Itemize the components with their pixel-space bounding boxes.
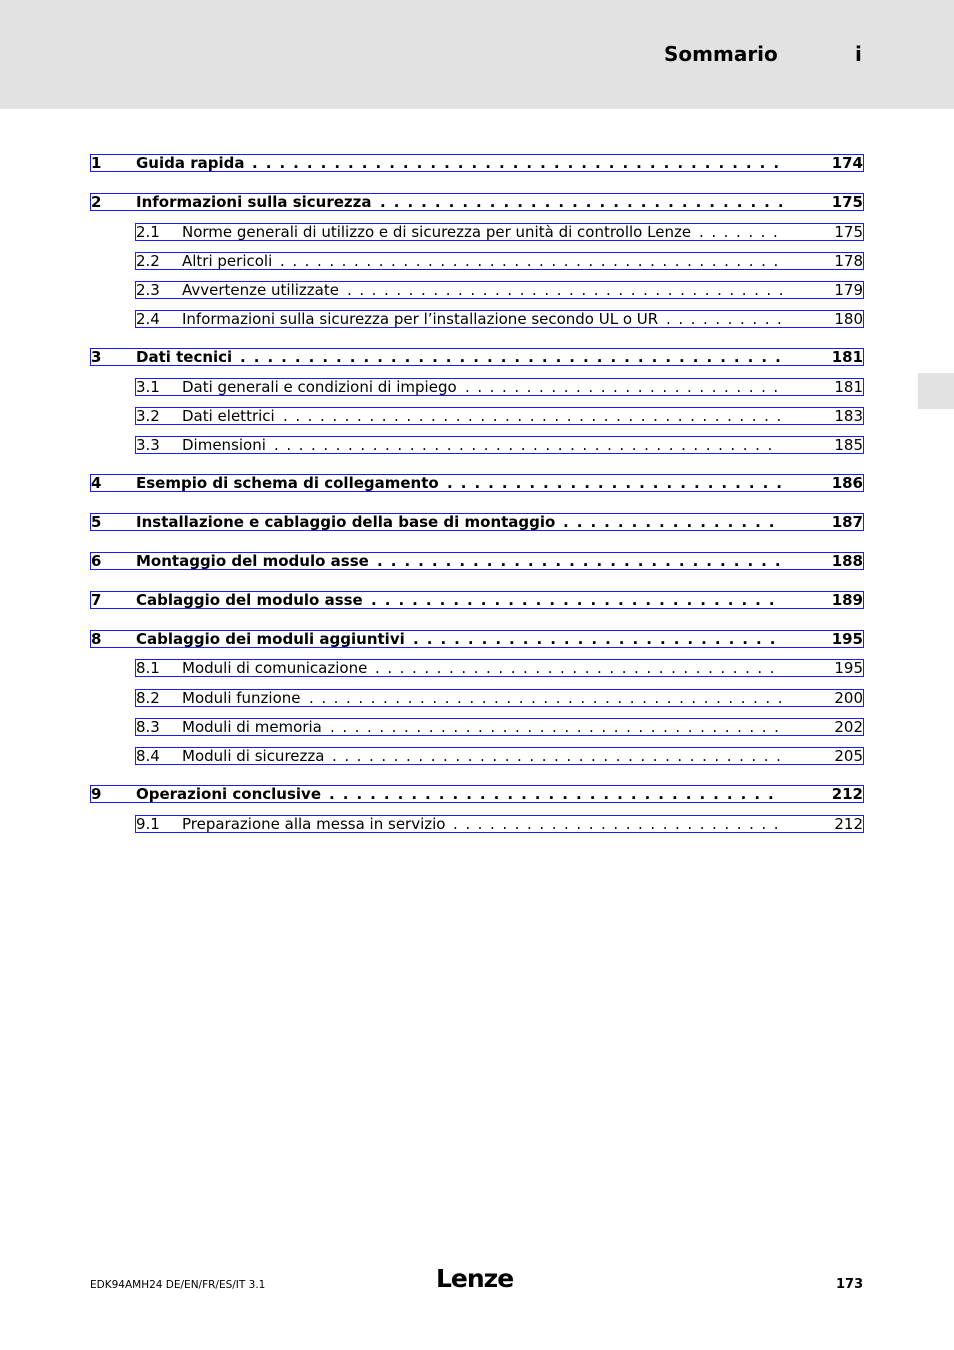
toc-entry[interactable] <box>135 310 864 328</box>
toc-entry-number: 8.3 <box>136 718 160 736</box>
toc-leader-dots: . . . . . . . . . . . . . . . . . . . . . . . . . . . . . . . . . . . . . . . . <box>240 348 783 366</box>
toc-entry[interactable] <box>90 474 864 492</box>
page-number: 173 <box>836 1277 864 1292</box>
toc-entry-page: 212 <box>831 785 863 803</box>
toc-entry-number: 8 <box>91 630 102 648</box>
toc-entry-page: 181 <box>831 348 863 366</box>
toc-entry[interactable] <box>90 513 864 531</box>
toc-entry-title: Moduli di comunicazione <box>182 659 368 677</box>
toc-leader-dots: . . . . . . . . . . . . . . . . . . . . . . . . . . . <box>453 815 780 833</box>
toc-entry-number: 2.2 <box>136 252 160 270</box>
toc-entry[interactable] <box>135 281 864 299</box>
toc-leader-dots: . . . . . . . . . . . . . . . . . . . . . . . . . . . . . . <box>377 552 782 570</box>
toc-entry-number: 3 <box>91 348 102 366</box>
toc-entry-page: 181 <box>834 378 863 396</box>
toc-entry-number: 8.2 <box>136 689 160 707</box>
toc-leader-dots: . . . . . . . . . . . . . . . . . . . . . . . . . . . . . . . . . . . . . <box>330 718 781 736</box>
toc-entry[interactable] <box>90 348 864 366</box>
header-band <box>0 0 954 109</box>
toc-entry-title: Dati generali e condizioni di impiego <box>182 378 457 396</box>
toc-leader-dots: . . . . . . . . . . . . . . . . . . . . . . . . . . . . . . <box>380 193 785 211</box>
toc-entry-number: 3.1 <box>136 378 160 396</box>
toc-entry[interactable] <box>90 630 864 648</box>
toc-entry-title: Informazioni sulla sicurezza per l’installazione secondo UL o UR <box>182 310 659 328</box>
toc-entry-title: Dimensioni <box>182 436 266 454</box>
toc-entry-page: 185 <box>834 436 863 454</box>
toc-leader-dots: . . . . . . . . . . . . . . . . . . . . . . . . . . . <box>413 630 777 648</box>
toc-entry-title: Preparazione alla messa in servizio <box>182 815 446 833</box>
toc-entry-page: 200 <box>834 689 863 707</box>
toc-entry[interactable] <box>135 718 864 736</box>
toc-entry-page: 195 <box>831 630 863 648</box>
toc-entry-number: 2.3 <box>136 281 160 299</box>
toc-entry-page: 179 <box>834 281 863 299</box>
info-icon: i <box>855 42 862 66</box>
toc-leader-dots: . . . . . . . . . . . . . . . . . . . . . . . . . . . . . . . . . . . . <box>347 281 785 299</box>
toc-entry[interactable] <box>135 223 864 241</box>
toc-entry[interactable] <box>90 193 864 211</box>
toc-leader-dots: . . . . . . . . . . . . . . . . . . . . . . . . . . . . . . . . . . . . . . . . . <box>280 252 780 270</box>
toc-entry-title: Moduli di sicurezza <box>182 747 325 765</box>
toc-entry-number: 3.3 <box>136 436 160 454</box>
toc-entry-title: Operazioni conclusive <box>136 785 322 803</box>
lenze-logo: Lenze <box>436 1264 514 1293</box>
toc-entry-title: Moduli funzione <box>182 689 301 707</box>
toc-entry-page: 183 <box>834 407 863 425</box>
document-code: EDK94AMH24 DE/EN/FR/ES/IT 3.1 <box>90 1279 266 1291</box>
toc-entry-title: Montaggio del modulo asse <box>136 552 369 570</box>
toc-entry-number: 4 <box>91 474 102 492</box>
toc-leader-dots: . . . . . . . . . . . . . . . . . . . . . . . . . . . . . . . . . . . . . . . <box>252 154 781 172</box>
toc-leader-dots: . . . . . . . . . . . . . . . . . . . . . . . . . . . . . . . . . <box>375 659 776 677</box>
toc-entry-number: 2 <box>91 193 102 211</box>
toc-leader-dots: . . . . . . . . . . . . . . . . . . . . . . . . . . . . . . . . . . . . . . . <box>309 689 784 707</box>
toc-entry-number: 2.1 <box>136 223 160 241</box>
toc-entry-page: 175 <box>831 193 863 211</box>
toc-entry-title: Norme generali di utilizzo e di sicurezza per unità di controllo Lenze <box>182 223 692 241</box>
toc-entry[interactable] <box>135 815 864 833</box>
toc-entry[interactable] <box>90 591 864 609</box>
toc-entry-title: Cablaggio del modulo asse <box>136 591 363 609</box>
toc-entry[interactable] <box>90 785 864 803</box>
toc-leader-dots: . . . . . . . . . . . . . . . . . . . . . . . . . . . . . . . . . . . . . . . . . <box>274 436 774 454</box>
toc-leader-dots: . . . . . . . <box>699 223 780 241</box>
toc-entry-title: Dati elettrici <box>182 407 275 425</box>
toc-entry-title: Informazioni sulla sicurezza <box>136 193 372 211</box>
toc-entry-title: Altri pericoli <box>182 252 273 270</box>
toc-leader-dots: . . . . . . . . . . . . . . . . . . . . . . . . . . . . . . . . . . . . . <box>332 747 783 765</box>
toc-entry-title: Installazione e cablaggio della base di montaggio <box>136 513 556 531</box>
toc-entry-title: Dati tecnici <box>136 348 233 366</box>
toc-entry[interactable] <box>90 552 864 570</box>
toc-entry-title: Guida rapida <box>136 154 245 172</box>
toc-entry-number: 8.1 <box>136 659 160 677</box>
toc-entry-number: 2.4 <box>136 310 160 328</box>
toc-leader-dots: . . . . . . . . . . . . . . . . <box>563 513 776 531</box>
toc-leader-dots: . . . . . . . . . . <box>666 310 784 328</box>
toc-entry-page: 180 <box>834 310 863 328</box>
toc-entry-page: 187 <box>831 513 863 531</box>
toc-entry[interactable] <box>135 378 864 396</box>
toc-entry-title: Esempio di schema di collegamento <box>136 474 439 492</box>
toc-entry[interactable] <box>135 689 864 707</box>
toc-entry-title: Avvertenze utilizzate <box>182 281 339 299</box>
toc-entry-number: 8.4 <box>136 747 160 765</box>
toc-entry[interactable] <box>135 407 864 425</box>
toc-leader-dots: . . . . . . . . . . . . . . . . . . . . . . . . . . <box>465 378 780 396</box>
toc-entry[interactable] <box>90 154 864 172</box>
toc-entry-number: 7 <box>91 591 102 609</box>
toc-entry-title: Cablaggio dei moduli aggiuntivi <box>136 630 405 648</box>
toc-entry[interactable] <box>135 659 864 677</box>
toc-entry-number: 9.1 <box>136 815 160 833</box>
toc-entry-number: 9 <box>91 785 102 803</box>
toc-leader-dots: . . . . . . . . . . . . . . . . . . . . . . . . . . . . . . <box>371 591 776 609</box>
toc-entry-page: 202 <box>834 718 863 736</box>
toc-entry-page: 188 <box>831 552 863 570</box>
toc-entry-title: Moduli di memoria <box>182 718 322 736</box>
toc-entry-page: 175 <box>834 223 863 241</box>
toc-entry[interactable] <box>135 436 864 454</box>
toc-entry-number: 3.2 <box>136 407 160 425</box>
toc-entry-page: 189 <box>831 591 863 609</box>
toc-entry-number: 5 <box>91 513 102 531</box>
toc-entry[interactable] <box>135 252 864 270</box>
toc-entry-page: 212 <box>834 815 863 833</box>
toc-entry-page: 178 <box>834 252 863 270</box>
toc-leader-dots: . . . . . . . . . . . . . . . . . . . . . . . . . . . . . . . . . . . . . . . . . <box>283 407 783 425</box>
toc-entry-number: 1 <box>91 154 102 172</box>
toc-entry-number: 6 <box>91 552 102 570</box>
toc-leader-dots: . . . . . . . . . . . . . . . . . . . . . . . . . . . . . . . . . <box>329 785 776 803</box>
chapter-side-tab <box>918 373 954 409</box>
toc-entry[interactable] <box>135 747 864 765</box>
toc-leader-dots: . . . . . . . . . . . . . . . . . . . . . . . . . <box>447 474 784 492</box>
toc-entry-page: 205 <box>834 747 863 765</box>
toc-entry-page: 186 <box>831 474 863 492</box>
toc-entry-page: 195 <box>834 659 863 677</box>
toc-entry-page: 174 <box>831 154 863 172</box>
page-title: Sommario <box>664 42 778 66</box>
